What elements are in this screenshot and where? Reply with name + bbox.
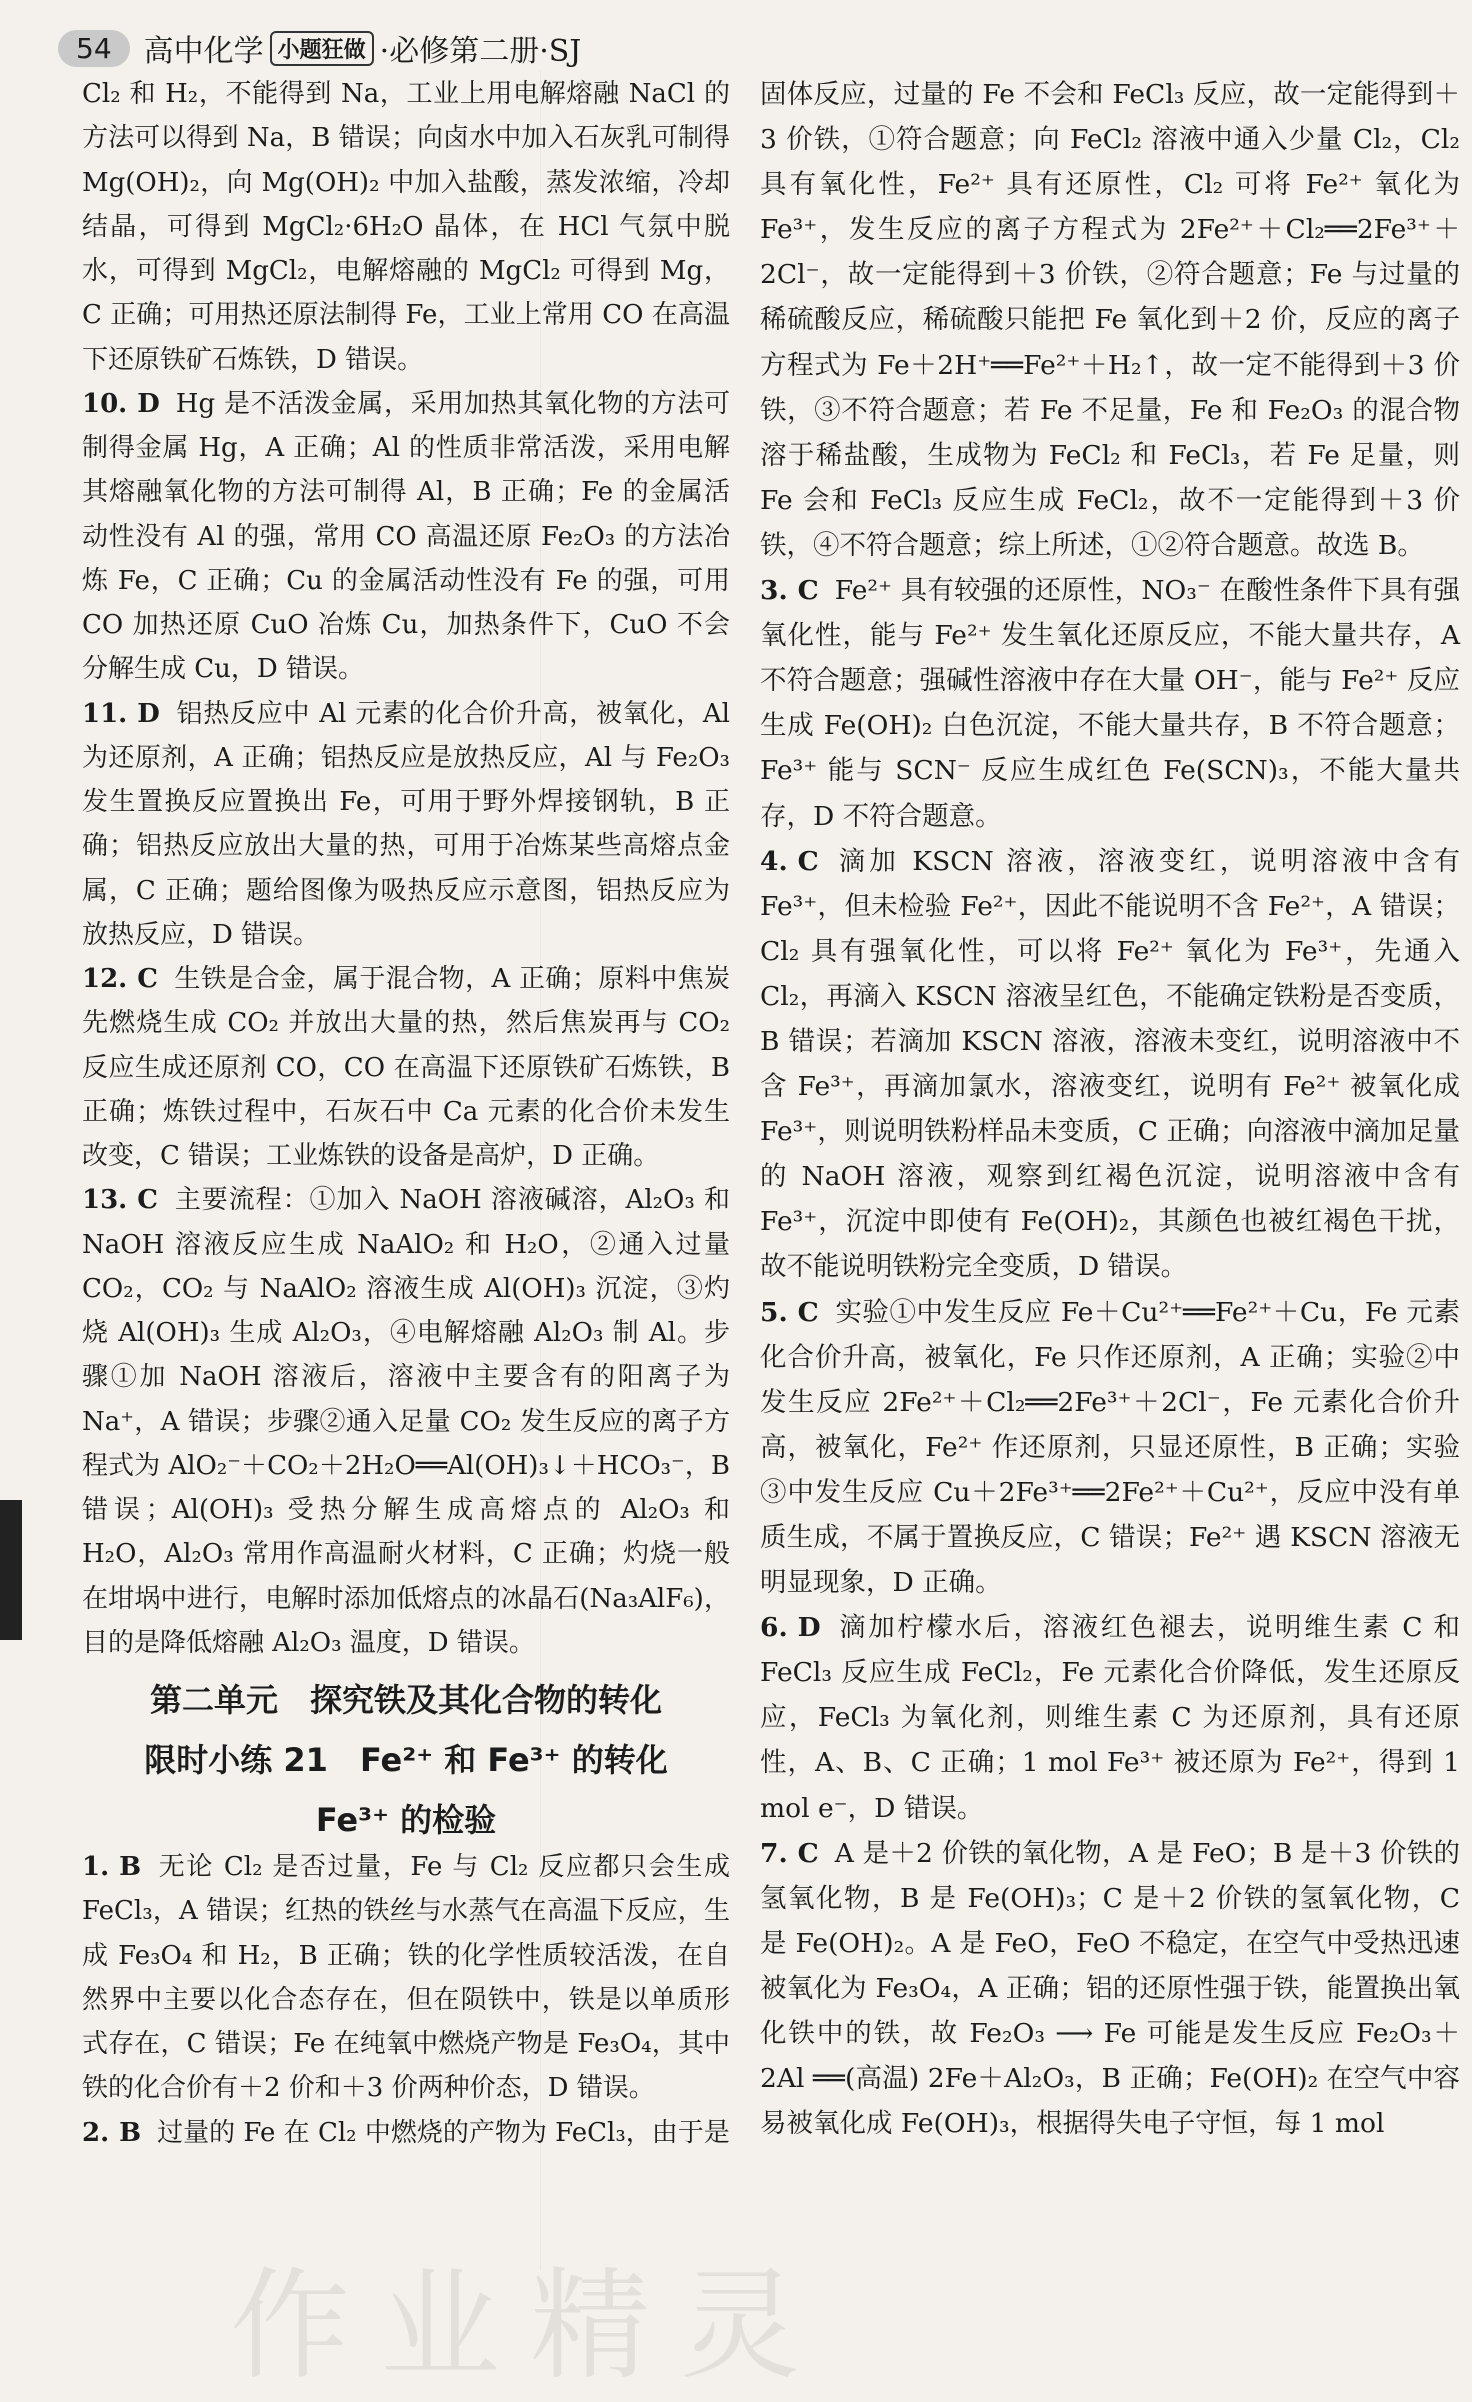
question-number: 3. (760, 575, 788, 607)
answer-letter: D (797, 1612, 821, 1644)
answer-letter: B (119, 1852, 142, 1882)
answer-paragraph: 12. C 生铁是合金，属于混合物，A 正确；原料中焦炭先燃烧生成 CO₂ 并放出大量的热，然后焦炭再与 CO₂ 反应生成还原剂 CO，CO 在高温下还原铁矿石炼铁，B 正确；炼铁过程中，石灰石中 Ca 元素的化合价未发生改变，C 错误；工业炼铁的设备是高炉，D 正确。 (82, 964, 730, 1171)
answer-paragraph: 7. C A 是＋2 价铁的氧化物，A 是 FeO；B 是＋3 价铁的氢氧化物，B 是 Fe(OH)₃；C 是＋2 价铁的氢氧化物，C 是 Fe(OH)₂。A 是 FeO，FeO 不稳定，在空气中受热迅速被氧化为 Fe₃O₄，A 正确；铝的还原性强于铁，能置换出氧化铁中的铁，故 Fe₂O₃ ⟶ Fe 可能是发生反应 Fe₂O₃＋2Al ══(高温) 2Fe＋Al₂O₃，B 正确；Fe(OH)₂ 在空气中容易被氧化成 Fe(OH)₃，根据得失电子守恒，每 1 mol (760, 1837, 1460, 2140)
answer-letter: C (137, 964, 158, 994)
question-number: 5. (760, 1296, 788, 1328)
question-number: 6. (760, 1612, 788, 1644)
question-number: 12. (82, 964, 128, 994)
answer-paragraph: 4. C 滴加 KSCN 溶液，溶液变红，说明溶液中含有 Fe³⁺，但未检验 Fe²⁺，因此不能说明不含 Fe²⁺，A 错误；Cl₂ 具有强氧化性，可以将 Fe²⁺ 氧化为 Fe³⁺，先通入 Cl₂，再滴入 KSCN 溶液呈红色，不能确定铁粉是否变质，B 错误；若滴加 KSCN 溶液，溶液未变红，说明溶液中不含 Fe³⁺，再滴加氯水，溶液变红，说明有 Fe²⁺ 被氧化成 Fe³⁺，则说明铁粉样品未变质，C 正确；向溶液中滴加足量的 NaOH 溶液，观察到红褐色沉淀，说明溶液中含有 Fe³⁺，沉淀中即使有 Fe(OH)₂，其颜色也被红褐色干扰，故不能说明铁粉完全变质，D 错误。 (760, 845, 1460, 1283)
answer-paragraph: 3. C Fe²⁺ 具有较强的还原性，NO₃⁻ 在酸性条件下具有强氧化性，能与 Fe²⁺ 发生氧化还原反应，不能大量共存，A 不符合题意；强碱性溶液中存在大量 OH⁻，能与 Fe²⁺ 反应生成 Fe(OH)₂ 白色沉淀，不能大量共存，B 不符合题意；Fe³⁺ 能与 SCN⁻ 反应生成红色 Fe(SCN)₃，不能大量共存，D 不符合题意。 (760, 575, 1460, 832)
page-number: 54 (58, 30, 130, 67)
lesson-title: 限时小练 21 Fe²⁺ 和 Fe³⁺ 的转化 (144, 1741, 668, 1779)
answer-paragraph: 6. D 滴加柠檬水后，溶液红色褪去，说明维生素 C 和 FeCl₃ 反应生成 FeCl₂，Fe 元素化合价降低，发生还原反应，FeCl₃ 为氧化剂，则维生素 C 为还原剂，具有还原性，A、B、C 正确；1 mol Fe³⁺ 被还原为 Fe²⁺，得到 1 mol e⁻，D 错误。 (760, 1612, 1460, 1824)
answer-letter: D (137, 698, 160, 729)
answer-paragraph: 13. C 主要流程：①加入 NaOH 溶液碱溶，Al₂O₃ 和 NaOH 溶液反应生成 NaAlO₂ 和 H₂O，②通入过量 CO₂，CO₂ 与 NaAlO₂ 溶液生成 Al(OH)₃ 沉淀，③灼烧 Al(OH)₃ 生成 Al₂O₃，④电解熔融 Al₂O₃ 制 Al。步骤①加 NaOH 溶液后，溶液中主要含有的阳离子为 Na⁺，A 错误；步骤②通入足量 CO₂ 发生反应的离子方程式为 AlO₂⁻＋CO₂＋2H₂O══Al(OH)₃↓＋HCO₃⁻，B 错误；Al(OH)₃ 受热分解生成高熔点的 Al₂O₃ 和 H₂O，Al₂O₃ 常用作高温耐火材料，C 正确；灼烧一般在坩埚中进行，电解时添加低熔点的冰晶石(Na₃AlF₆)，目的是降低熔融 Al₂O₃ 温度，D 错误。 (82, 1185, 730, 1658)
left-column (82, 72, 730, 2155)
answer-paragraph: 10. D Hg 是不活泼金属，采用加热其氧化物的方法可制得金属 Hg，A 正确；Al 的性质非常活泼，采用电解其熔融氧化物的方法可制得 Al，B 正确；Fe 的金属活动性没有 Al 的强，常用 CO 高温还原 Fe₂O₃ 的方法冶炼 Fe，C 正确；Cu 的金属活动性没有 Fe 的强，可用 CO 加热还原 CuO 冶炼 Cu，加热条件下，CuO 不会分解生成 Cu，D 错误。 (82, 388, 730, 685)
answer-letter: D (137, 388, 160, 419)
question-number: 7. (760, 1837, 788, 1869)
answer-letter: C (797, 1837, 819, 1869)
question-number: 11. (82, 698, 128, 729)
brand-logo: 小题狂做 (270, 31, 374, 66)
question-number: 1. (82, 1852, 110, 1882)
question-number: 13. (82, 1185, 128, 1216)
question-number: 2. (82, 2117, 110, 2148)
answer-paragraph: Cl₂ 和 H₂，不能得到 Na，工业上用电解熔融 NaCl 的方法可以得到 Na，B 错误；向卤水中加入石灰乳可制得 Mg(OH)₂，向 Mg(OH)₂ 中加入盐酸，蒸发浓缩，冷却结晶，可得到 MgCl₂·6H₂O 晶体，在 HCl 气氛中脱水，可得到 MgCl₂，电解熔融的 MgCl₂ 可得到 Mg，C 正确；可用热还原法制得 Fe，工业上常用 CO 在高温下还原铁矿石炼铁，D 错误。 (82, 79, 730, 375)
answer-letter: B (119, 2117, 142, 2148)
answer-letter: C (797, 575, 819, 607)
answer-paragraph: 11. D 铝热反应中 Al 元素的化合价升高，被氧化，Al 为还原剂，A 正确；铝热反应是放热反应，Al 与 Fe₂O₃ 发生置换反应置换出 Fe，可用于野外焊接钢轨，B 正确；铝热反应放出大量的热，可用于冶炼某些高熔点金属，C 正确；题给图像为吸热反应示意图，铝热反应为放热反应，D 错误。 (82, 698, 730, 950)
answer-paragraph: 5. C 实验①中发生反应 Fe＋Cu²⁺══Fe²⁺＋Cu，Fe 元素化合价升高，被氧化，Fe 只作还原剂，A 正确；实验②中发生反应 2Fe²⁺＋Cl₂══2Fe³⁺＋2Cl⁻，Fe 元素化合价升高，被氧化，Fe²⁺ 作还原剂，只显还原性，B 正确；实验③中发生反应 Cu＋2Fe³⁺══2Fe²⁺＋Cu²⁺，反应中没有单质生成，不属于置换反应，C 错误；Fe²⁺ 遇 KSCN 溶液无明显现象，D 正确。 (760, 1296, 1460, 1599)
answer-letter: C (137, 1185, 158, 1216)
book-label: ·必修第二册·SJ (379, 34, 582, 69)
scan-artifact (0, 1500, 22, 1640)
question-number: 10. (82, 388, 128, 419)
unit-title: 第二单元 探究铁及其化合物的转化 (149, 1681, 662, 1719)
page-header (58, 24, 581, 72)
watermark: 作业精灵 (230, 2257, 830, 2396)
subject-label: 高中化学 (143, 34, 264, 69)
answer-paragraph: 1. B 无论 Cl₂ 是否过量，Fe 与 Cl₂ 反应都只会生成 FeCl₃，A 错误；红热的铁丝与水蒸气在高温下反应，生成 Fe₃O₄ 和 H₂，B 正确；铁的化学性质较活泼，在自然界中主要以化合态存在，但在陨铁中，铁是以单质形式存在，C 错误；Fe 在纯氧中燃烧产物是 Fe₃O₄，其中铁的化合价有＋2 价和＋3 价两种价态，D 错误。 (82, 1852, 730, 2104)
answer-paragraph: 固体反应，过量的 Fe 不会和 FeCl₃ 反应，故一定能得到＋3 价铁，①符合题意；向 FeCl₂ 溶液中通入少量 Cl₂，Cl₂ 具有氧化性，Fe²⁺ 具有还原性，Cl₂ 可将 Fe²⁺ 氧化为 Fe³⁺，发生反应的离子方程式为 2Fe²⁺＋Cl₂══2Fe³⁺＋2Cl⁻，故一定能得到＋3 价铁，②符合题意；Fe 与过量的稀硫酸反应，稀硫酸只能把 Fe 氧化到＋2 价，反应的离子方程式为 Fe＋2H⁺══Fe²⁺＋H₂↑，故一定不能得到＋3 价铁，③不符合题意；若 Fe 不足量，Fe 和 Fe₂O₃ 的混合物溶于稀盐酸，生成物为 FeCl₂ 和 FeCl₃，若 Fe 足量，则 Fe 会和 FeCl₃ 反应生成 FeCl₂，故不一定能得到＋3 价铁，④不符合题意；综上所述，①②符合题意。故选 B。 (760, 79, 1461, 561)
answer-paragraph: 2. B 过量的 Fe 在 Cl₂ 中燃烧的产物为 FeCl₃，由于是 (82, 2117, 730, 2148)
lesson-subtitle: Fe³⁺ 的检验 (315, 1801, 497, 1839)
answer-letter: C (797, 1296, 819, 1328)
right-column (760, 72, 1460, 2146)
answer-letter: C (797, 845, 819, 877)
question-number: 4. (760, 845, 788, 877)
